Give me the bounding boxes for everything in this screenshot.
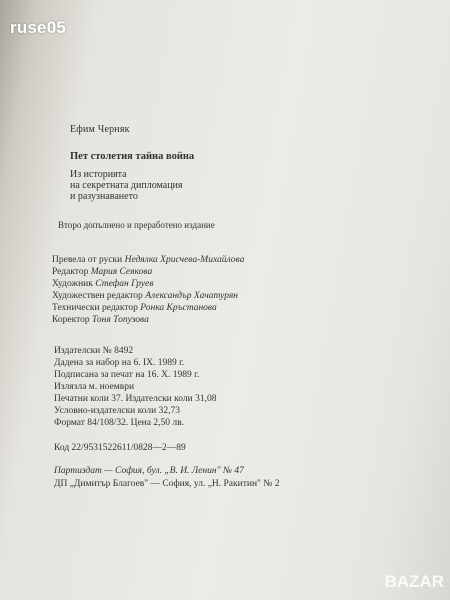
pub-line: Дадена за набор на 6. IX. 1989 г. xyxy=(54,358,185,368)
author-name: Ефим Черняк xyxy=(70,124,130,135)
credit-name: Недялка Хрисчева-Михайлова xyxy=(124,255,245,265)
credit-label: Художник xyxy=(52,279,96,289)
credit-art-editor xyxy=(52,291,238,302)
pub-line: Формат 84/108/32. Цена 2,50 лв. xyxy=(54,418,184,428)
subtitle-line-1: Из историята xyxy=(70,169,127,180)
credit-label: Художествен редактор xyxy=(52,291,146,301)
subtitle-line-3: и разузнаването xyxy=(70,191,138,202)
credit-artist xyxy=(52,279,153,290)
book-title: Пет столетия тайна война xyxy=(70,151,195,162)
pub-line: Условно-издателски коли 32,73 xyxy=(54,406,180,416)
credit-name: Тоня Топузова xyxy=(91,315,149,325)
publisher-line xyxy=(54,466,244,477)
credit-name: Мария Сеякова xyxy=(90,267,153,277)
credit-name: Александър Хачатурян xyxy=(145,291,239,301)
credit-proofreader xyxy=(52,315,149,326)
pub-line: Излязла м. ноември xyxy=(54,382,135,392)
credit-label: Технически редактор xyxy=(52,303,141,313)
credit-label: Коректор xyxy=(52,315,92,325)
pub-line: Подписана за печат на 16. X. 1989 г. xyxy=(54,370,200,380)
publisher-text: Партиздат — София, бул. „В. И. Ленин" № 47 xyxy=(54,466,244,476)
printer-line: ДП „Димитър Благоев" — София, ул. „Н. Ракитин" № 2 xyxy=(54,479,280,489)
subtitle-line-2: на секретната дипломация xyxy=(70,180,183,191)
credit-tech-editor xyxy=(52,303,217,314)
watermark: ruse05 xyxy=(10,18,67,37)
pub-line: Издателски № 8492 xyxy=(54,346,134,356)
credit-name: Стефан Груев xyxy=(95,279,154,289)
credit-name: Ронка Кръстанова xyxy=(140,303,217,313)
code-line: Код 22/9531522611/0828—2—89 xyxy=(54,443,186,453)
edition-note: Второ допълнено и преработено издание xyxy=(58,220,215,230)
bazar-logo: BAZAR xyxy=(384,572,444,591)
credit-editor xyxy=(52,267,152,278)
credit-translator xyxy=(52,255,244,266)
pub-line: Печатни коли 37. Издателски коли 31,08 xyxy=(54,394,217,404)
credit-label: Превела от руски xyxy=(52,255,125,265)
credit-label: Редактор xyxy=(52,267,91,277)
